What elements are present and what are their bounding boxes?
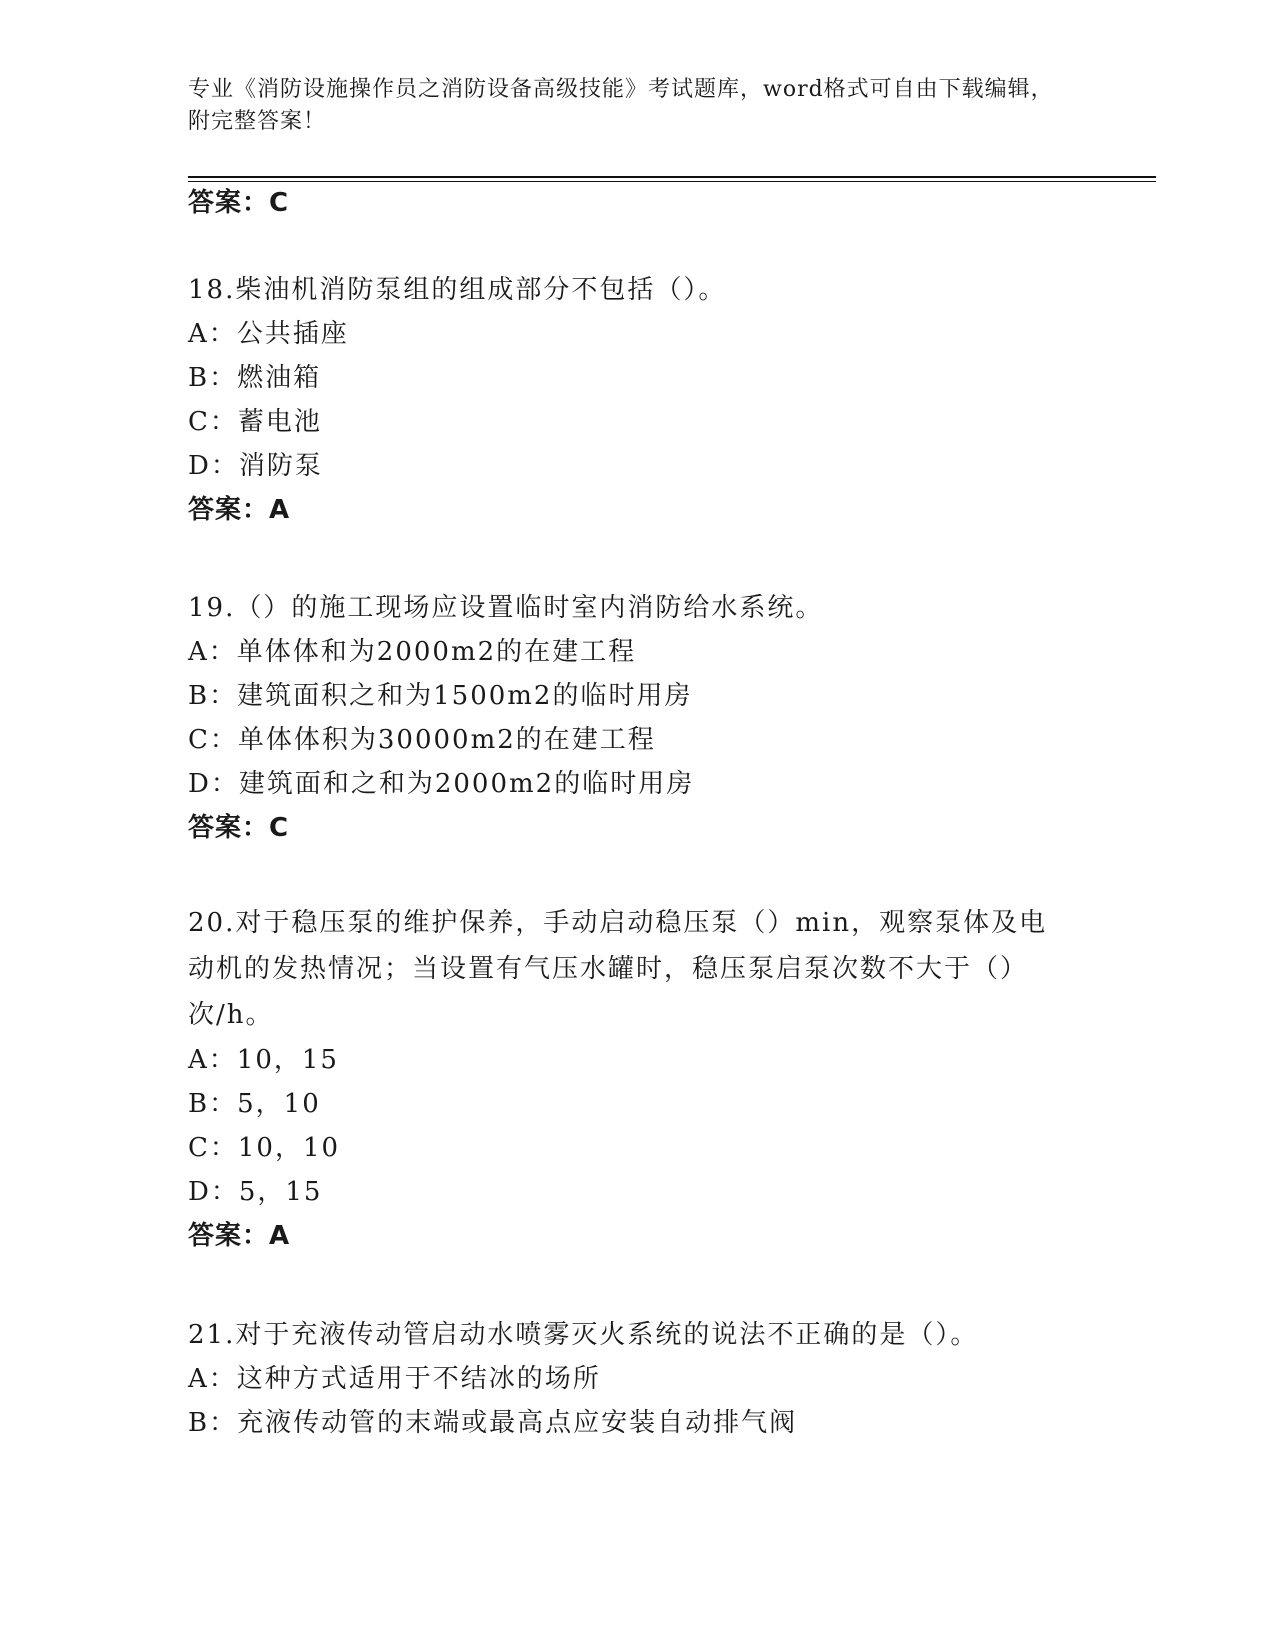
question-19-stem: 19.（）的施工现场应设置临时室内消防给水系统。	[188, 593, 824, 623]
question-20-option-a: A：10，15	[188, 1045, 339, 1075]
question-19-option-b: B：建筑面积之和为1500m2的临时用房	[188, 681, 693, 711]
question-20-option-d: D：5，15	[188, 1177, 323, 1207]
question-21-option-b: B：充液传动管的末端或最高点应安装自动排气阀	[188, 1408, 798, 1438]
question-20-option-b: B：5，10	[188, 1089, 321, 1119]
question-19-option-d: D：建筑面和之和为2000m2的临时用房	[188, 769, 695, 799]
question-18-option-b: B：燃油箱	[188, 363, 322, 393]
question-21-option-a: A：这种方式适用于不结冰的场所	[188, 1364, 601, 1394]
question-19-option-a: A：单体体和为2000m2的在建工程	[188, 637, 637, 667]
question-18-answer: 答案：A	[188, 495, 291, 525]
question-20-stem: 20.对于稳压泵的维护保养，手动启动稳压泵（）min，观察泵体及电动机的发热情况；当设置有气压水罐时，稳压泵启泵次数不大于（）次/h。	[188, 908, 1048, 1030]
question-19-answer: 答案：C	[188, 813, 290, 843]
header-divider-thin	[188, 181, 1156, 182]
question-19-option-c: C：单体体积为30000m2的在建工程	[188, 725, 656, 755]
question-18-option-d: D：消防泵	[188, 451, 323, 481]
question-18-option-a: A：公共插座	[188, 319, 349, 349]
header-divider-thick	[188, 176, 1156, 178]
question-20-option-c: C：10，10	[188, 1133, 341, 1163]
question-18-option-c: C：蓄电池	[188, 407, 322, 437]
question-18-stem: 18.柴油机消防泵组的组成部分不包括（）。	[188, 275, 727, 305]
question-20-answer: 答案：A	[188, 1221, 291, 1251]
question-21-stem: 21.对于充液传动管启动水喷雾灭火系统的说法不正确的是（）。	[188, 1320, 979, 1350]
document-header: 专业《消防设施操作员之消防设备高级技能》考试题库，word格式可自由下载编辑，附完整答案！	[188, 77, 1054, 134]
previous-answer: 答案：C	[188, 188, 290, 218]
